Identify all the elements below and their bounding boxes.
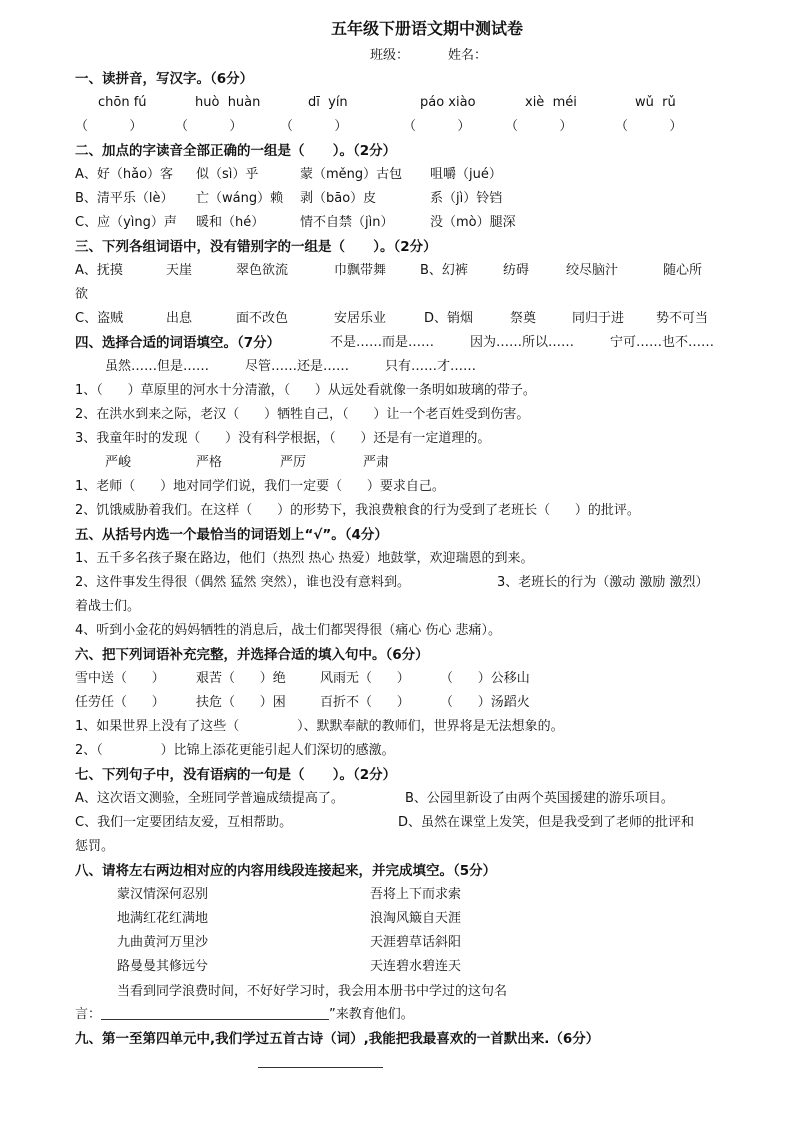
s2-option-c-2: 暖和（hé） — [196, 215, 265, 230]
answer-bracket-4[interactable]: （ ） — [403, 119, 471, 134]
s6-idiom-3: 风雨无（ ） — [320, 671, 410, 686]
s2-option-b-3: 剥（bāo）皮 — [300, 191, 377, 206]
s6-idiom-1: 雪中送（ ） — [75, 671, 165, 686]
s3-word-c1: C、盗贼 — [75, 311, 124, 326]
section-1-heading: 一、读拼音，写汉字。（6分） — [75, 71, 254, 87]
s6-idiom-2: 艰苦（ ）绝 — [196, 671, 286, 686]
s3-word-c3: 面不改色 — [236, 311, 289, 326]
s8-right-2[interactable]: 浪淘风簸自天涯 — [370, 911, 462, 926]
s8-right-1[interactable]: 吾将上下而求索 — [370, 887, 462, 902]
s6-question-2: 2、（ ）比锦上添花更能引起人们深切的感激。 — [75, 743, 395, 758]
name-label: 姓名： — [448, 48, 488, 63]
s2-option-c-4: 没（mò）腿深 — [430, 215, 516, 230]
s3-word-c2: 出息 — [166, 311, 193, 326]
s5-question-3: 3、老班长的行为（激动 激励 激烈） — [497, 575, 709, 590]
s4-word-option-9: 严厉 — [280, 455, 307, 470]
s4-word-option-1: 不是……而是…… — [330, 335, 435, 350]
s3-word-d2: 祭奠 — [510, 311, 537, 326]
s3-word-c4: 安居乐业 — [334, 311, 387, 326]
s2-option-a-2: 似（sì）乎 — [196, 167, 259, 182]
s4-word-option-7: 严峻 — [105, 455, 132, 470]
s3-word-b2: 纺碍 — [503, 263, 530, 278]
section-7-heading: 七、下列句子中，没有语病的一句是（ ）。（2分） — [75, 767, 397, 783]
s7-option-d: D、虽然在课堂上发笑，但是我受到了老师的批评和 — [398, 815, 695, 830]
section-2-heading: 二、加点的字读音全部正确的一组是（ ）。（2分） — [75, 143, 397, 159]
s4-word-option-10: 严肃 — [363, 455, 390, 470]
s6-idiom-6: 扶危（ ）困 — [196, 695, 286, 710]
s6-idiom-8: （ ）汤蹈火 — [440, 695, 530, 710]
s6-idiom-4: （ ）公移山 — [440, 671, 530, 686]
s4-question-1: 1、（ ）草原里的河水十分清澈，（ ）从远处看就像一条明如玻璃的带子。 — [75, 383, 536, 398]
s2-option-c-3: 情不自禁（jìn） — [300, 215, 394, 230]
s4-question-5: 2、饥饿威胁着我们。在这样（ ）的形势下，我浪费粮食的行为受到了老班长（ ）的批评。 — [75, 503, 640, 518]
page-title: 五年级下册语文期中测试卷 — [330, 19, 523, 38]
s8-fill-suffix: ”来教育他们。 — [329, 1007, 414, 1022]
s9-answer-blank[interactable] — [258, 1067, 383, 1068]
section-4-heading: 四、选择合适的词语填空。（7分） — [75, 335, 281, 351]
pinyin-2: huò huàn — [195, 95, 261, 110]
s7-option-d-wrap: 惩罚。 — [75, 839, 115, 854]
s8-left-2[interactable]: 地满红花红满地 — [117, 911, 209, 926]
answer-bracket-6[interactable]: （ ） — [615, 119, 683, 134]
s2-option-b-2: 亡（wáng）赖 — [196, 191, 284, 206]
class-label: 班级： — [370, 48, 410, 63]
answer-bracket-2[interactable]: （ ） — [175, 119, 243, 134]
s3-word-d4: 势不可当 — [656, 311, 709, 326]
s7-option-b: B、公园里新设了由两个英国援建的游乐项目。 — [405, 791, 674, 806]
s2-option-b-1: B、清平乐（lè） — [75, 191, 174, 206]
section-8-heading: 八、请将左右两边相对应的内容用线段连接起来，并完成填空。（5分） — [75, 863, 497, 879]
pinyin-1: chōn fú — [98, 95, 147, 110]
s3-word-a3: 翠色欲流 — [236, 263, 289, 278]
pinyin-3: dī yín — [308, 95, 348, 110]
s8-fill-line-1: 当看到同学浪费时间，不好好学习时，我会用本册书中学过的这句名 — [117, 984, 508, 999]
s6-question-1: 1、如果世界上没有了这些（ ）、默默奉献的教师们，世界将是无法想象的。 — [75, 719, 564, 734]
s2-option-a-4: 咀嚼（jué） — [430, 167, 502, 182]
s4-word-option-5: 尽管……还是…… — [245, 359, 350, 374]
s3-word-wrap: 欲 — [75, 287, 89, 302]
s4-word-option-6: 只有……才…… — [385, 359, 477, 374]
s4-question-2: 2、在洪水到来之际，老汉（ ）牺牲自己，（ ）让一个老百姓受到伤害。 — [75, 407, 530, 422]
s7-option-a: A、这次语文测验，全班同学普遍成绩提高了。 — [75, 791, 344, 806]
s3-word-b4: 随心所 — [663, 263, 703, 278]
answer-bracket-1[interactable]: （ ） — [75, 119, 143, 134]
section-6-heading: 六、把下列词语补充完整，并选择合适的填入句中。（6分） — [75, 647, 429, 663]
answer-bracket-5[interactable]: （ ） — [505, 119, 573, 134]
s4-word-option-3: 宁可……也不…… — [610, 335, 715, 350]
pinyin-5: xiè méi — [525, 95, 577, 110]
s2-option-b-4: 系（jì）铃铛 — [430, 191, 503, 206]
s5-question-4: 4、听到小金花的妈妈牺牲的消息后，战士们都哭得很（痛心 伤心 悲痛）。 — [75, 623, 502, 638]
s3-word-a1: A、抚摸 — [75, 263, 123, 278]
section-9-heading: 九、第一至第四单元中,我们学过五首古诗（词）,我能把我最喜欢的一首默出来.（6分） — [75, 1031, 600, 1047]
s2-option-a-3: 蒙（měng）古包 — [300, 167, 403, 182]
s3-word-d3: 同归于进 — [572, 311, 625, 326]
s7-option-c: C、我们一定要团结友爱，互相帮助。 — [75, 815, 293, 830]
s3-word-a4: 巾飘带舞 — [334, 263, 387, 278]
s4-word-option-4: 虽然……但是…… — [105, 359, 210, 374]
s3-word-b3: 绞尽脑汁 — [566, 263, 619, 278]
s8-left-4[interactable]: 路曼曼其修远兮 — [117, 959, 209, 974]
s2-option-c-1: C、应（yìng）声 — [75, 215, 177, 230]
s4-question-4: 1、老师（ ）地对同学们说，我们一定要（ ）要求自己。 — [75, 479, 445, 494]
s8-left-1[interactable]: 蒙汉情深何忍别 — [117, 887, 209, 902]
s8-right-3[interactable]: 天涯碧草话斜阳 — [370, 935, 462, 950]
s8-right-4[interactable]: 天连碧水碧连天 — [370, 959, 462, 974]
s5-question-2: 2、这件事发生得很（偶然 猛然 突然），谁也没有意料到。 — [75, 575, 411, 590]
section-3-heading: 三、下列各组词语中，没有错别字的一组是（ ）。（2分） — [75, 239, 437, 255]
s6-idiom-7: 百折不（ ） — [320, 695, 410, 710]
s3-word-d1: D、销烟 — [424, 311, 474, 326]
pinyin-6: wǔ rǔ — [635, 95, 676, 110]
s4-word-option-8: 严格 — [196, 455, 223, 470]
s8-answer-blank[interactable] — [101, 1019, 329, 1020]
pinyin-4: páo xiào — [420, 95, 476, 110]
s3-word-b1: B、幻裤 — [420, 263, 468, 278]
answer-bracket-3[interactable]: （ ） — [280, 119, 348, 134]
s5-question-1: 1、五千多名孩子聚在路边，他们（热烈 热心 热爱）地鼓掌，欢迎瑞恩的到来。 — [75, 551, 534, 566]
s8-fill-prefix: 言： — [75, 1007, 102, 1022]
section-5-heading: 五、从括号内选一个最恰当的词语划上“√”。（4分） — [75, 527, 388, 543]
s3-word-a2: 天崖 — [166, 263, 193, 278]
s6-idiom-5: 任劳任（ ） — [75, 695, 165, 710]
s4-word-option-2: 因为……所以…… — [470, 335, 575, 350]
s8-left-3[interactable]: 九曲黄河万里沙 — [117, 935, 209, 950]
s2-option-a-1: A、好（hǎo）客 — [75, 167, 174, 182]
s4-question-3: 3、我童年时的发现（ ）没有科学根据，（ ）还是有一定道理的。 — [75, 431, 491, 446]
s5-question-3-wrap: 着战士们。 — [75, 599, 141, 614]
